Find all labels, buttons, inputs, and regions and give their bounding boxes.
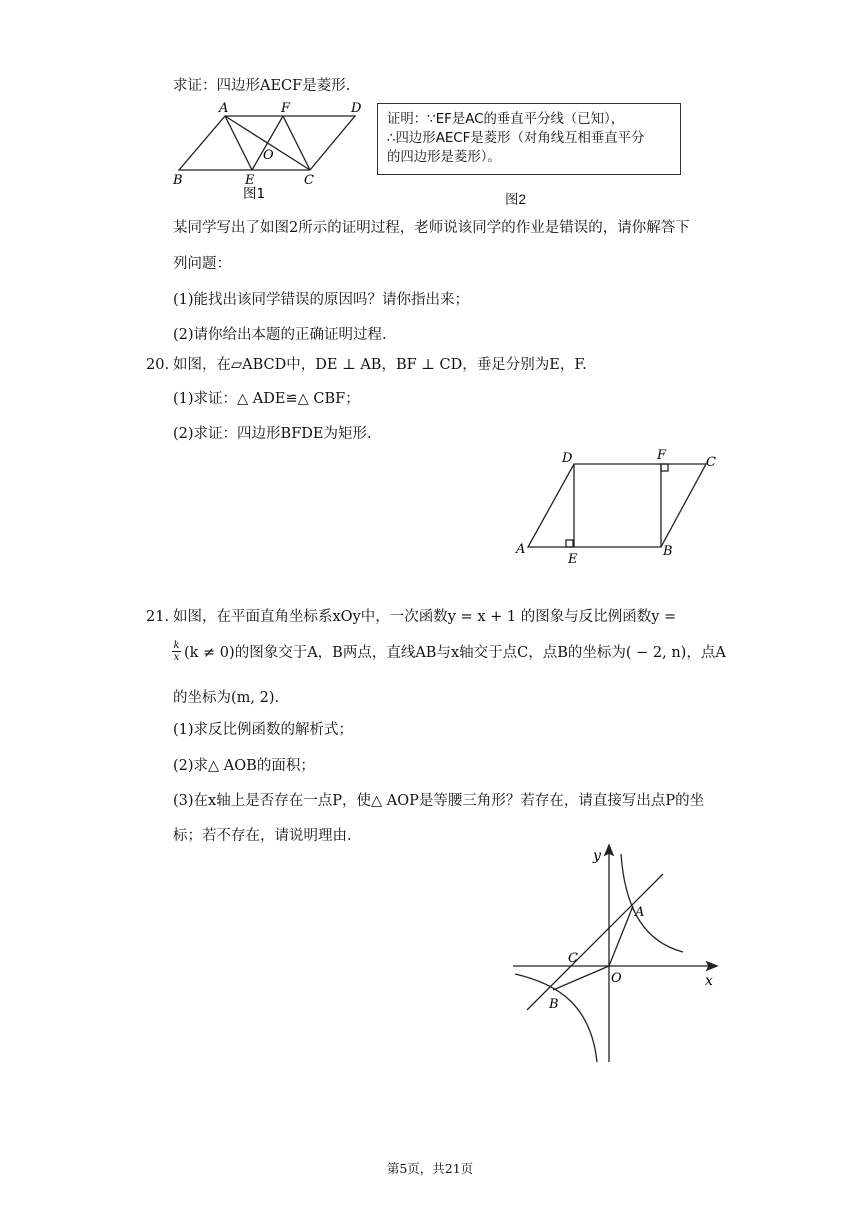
fig21-label-O: O [611,971,622,986]
fig21-label-x: x [705,973,713,989]
q19-part-2: (2)请你给出本题的正确证明过程. [173,327,387,343]
fig20-label-F: F [657,448,667,463]
fig1-label-A: A [219,101,229,116]
q20-stem: 如图，在▱ABCD中，DE ⊥ AB，BF ⊥ CD，垂足分别为E，F. [173,357,587,373]
fraction-numerator: k [173,640,180,651]
q21-part-2: (2)求△ AOB的面积； [173,758,315,774]
fig1-label-O: O [263,148,274,163]
q20-figure [510,446,725,568]
q20-part-1: (1)求证：△ ADE≌△ CBF； [173,391,360,407]
fig21-label-y: y [593,848,601,864]
q21-number: 21. [146,609,170,625]
fraction-denominator: x [173,652,180,663]
proof-line-2: ∴四边形AECF是菱形（对角线互相垂直平分 [387,131,645,146]
page-footer: 第5页，共21页 [386,1161,474,1176]
fig1-label-B: B [173,173,183,188]
q21-part-3-line-2: 标；若不存在，请说明理由. [173,828,352,844]
fig1-label-D: D [351,101,362,116]
q20-number: 20. [146,357,170,373]
fig20-label-D: D [562,451,573,466]
fig20-label-C: C [706,455,716,470]
q21-line-1: 如图，在平面直角坐标系xOy中，一次函数y = x + 1 的图象与反比例函数y = [173,609,677,625]
fig21-label-B: B [549,997,559,1012]
fig21-label-C: C [568,951,578,966]
q20-part-2: (2)求证：四边形BFDE为矩形. [173,426,372,442]
fig1-caption: 图1 [243,186,266,202]
q19-prove-statement: 求证：四边形AECF是菱形. [173,78,351,94]
q19-intro-line-2: 列问题： [173,256,231,272]
fig1-label-F: F [281,101,291,116]
proof-line-1: 证明：∵EF是AC的垂直平分线（已知）， [387,112,625,127]
q21-coordinate-figure [505,840,730,1068]
fig20-label-B: B [663,544,673,559]
q21-fraction-k-over-x [172,640,181,663]
q21-part-3-line-1: (3)在x轴上是否存在一点P，使△ AOP是等腰三角形？若存在，请直接写出点P的坐 [173,793,705,809]
fig20-label-A: A [516,542,526,557]
q21-line-2: (k ≠ 0)的图象交于A，B两点，直线AB与x轴交于点C，点B的坐标为( − 2, n)，点A [184,645,726,661]
fig1-label-C: C [304,173,314,188]
q19-intro-line-1: 某同学写出了如图2所示的证明过程，老师说该同学的作业是错误的，请你解答下 [173,220,690,236]
q21-line-3: 的坐标为(m, 2). [173,690,280,706]
proof-line-3: 的四边形是菱形）。 [387,150,501,165]
fig20-label-E: E [568,552,578,567]
q21-part-1: (1)求反比例函数的解析式； [173,722,354,738]
q19-figure-1 [165,98,370,202]
q19-figure-2-caption: 图2 [505,192,527,207]
fig21-label-A: A [635,905,645,920]
fig1-label-E: E [245,173,255,188]
q19-figure-2-proof-box [377,103,681,175]
q19-part-1: (1)能找出该同学错误的原因吗？请你指出来； [173,292,470,308]
